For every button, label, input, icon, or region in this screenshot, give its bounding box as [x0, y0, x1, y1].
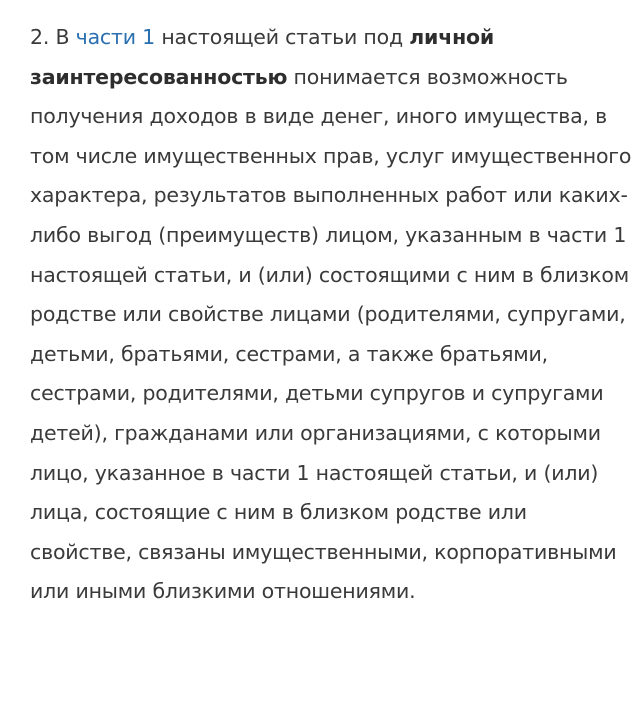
part-1-link[interactable]: части 1 [75, 25, 156, 49]
paragraph-number: 2. В [30, 25, 76, 49]
law-paragraph [30, 18, 634, 612]
paragraph-text-lead: настоящей статьи под [155, 25, 410, 49]
paragraph-text-body: понимается возможность получения доходов в виде денег, иного имущества, в том числе имущественных прав, услуг имущественного характера, результатов выполненных работ или каких-либо выгод (преимуществ) лицом, указанным в части 1 настоящей статьи, и (или) состоящими с ним в близком родстве или свойстве лицами (родителями, супругами, детьми, братьями, сестрами, а также братьями, сестрами, родителями, детьми супругов и супругами детей), гражданами или организациями, с которыми лицо, указанное в части 1 настоящей статьи, и (или) лица, состоящие с ним в близком родстве или свойстве, связаны имущественными, корпоративными или иными близкими отношениями. [30, 64, 632, 604]
defined-term: личной заинтересованностью [30, 25, 495, 89]
